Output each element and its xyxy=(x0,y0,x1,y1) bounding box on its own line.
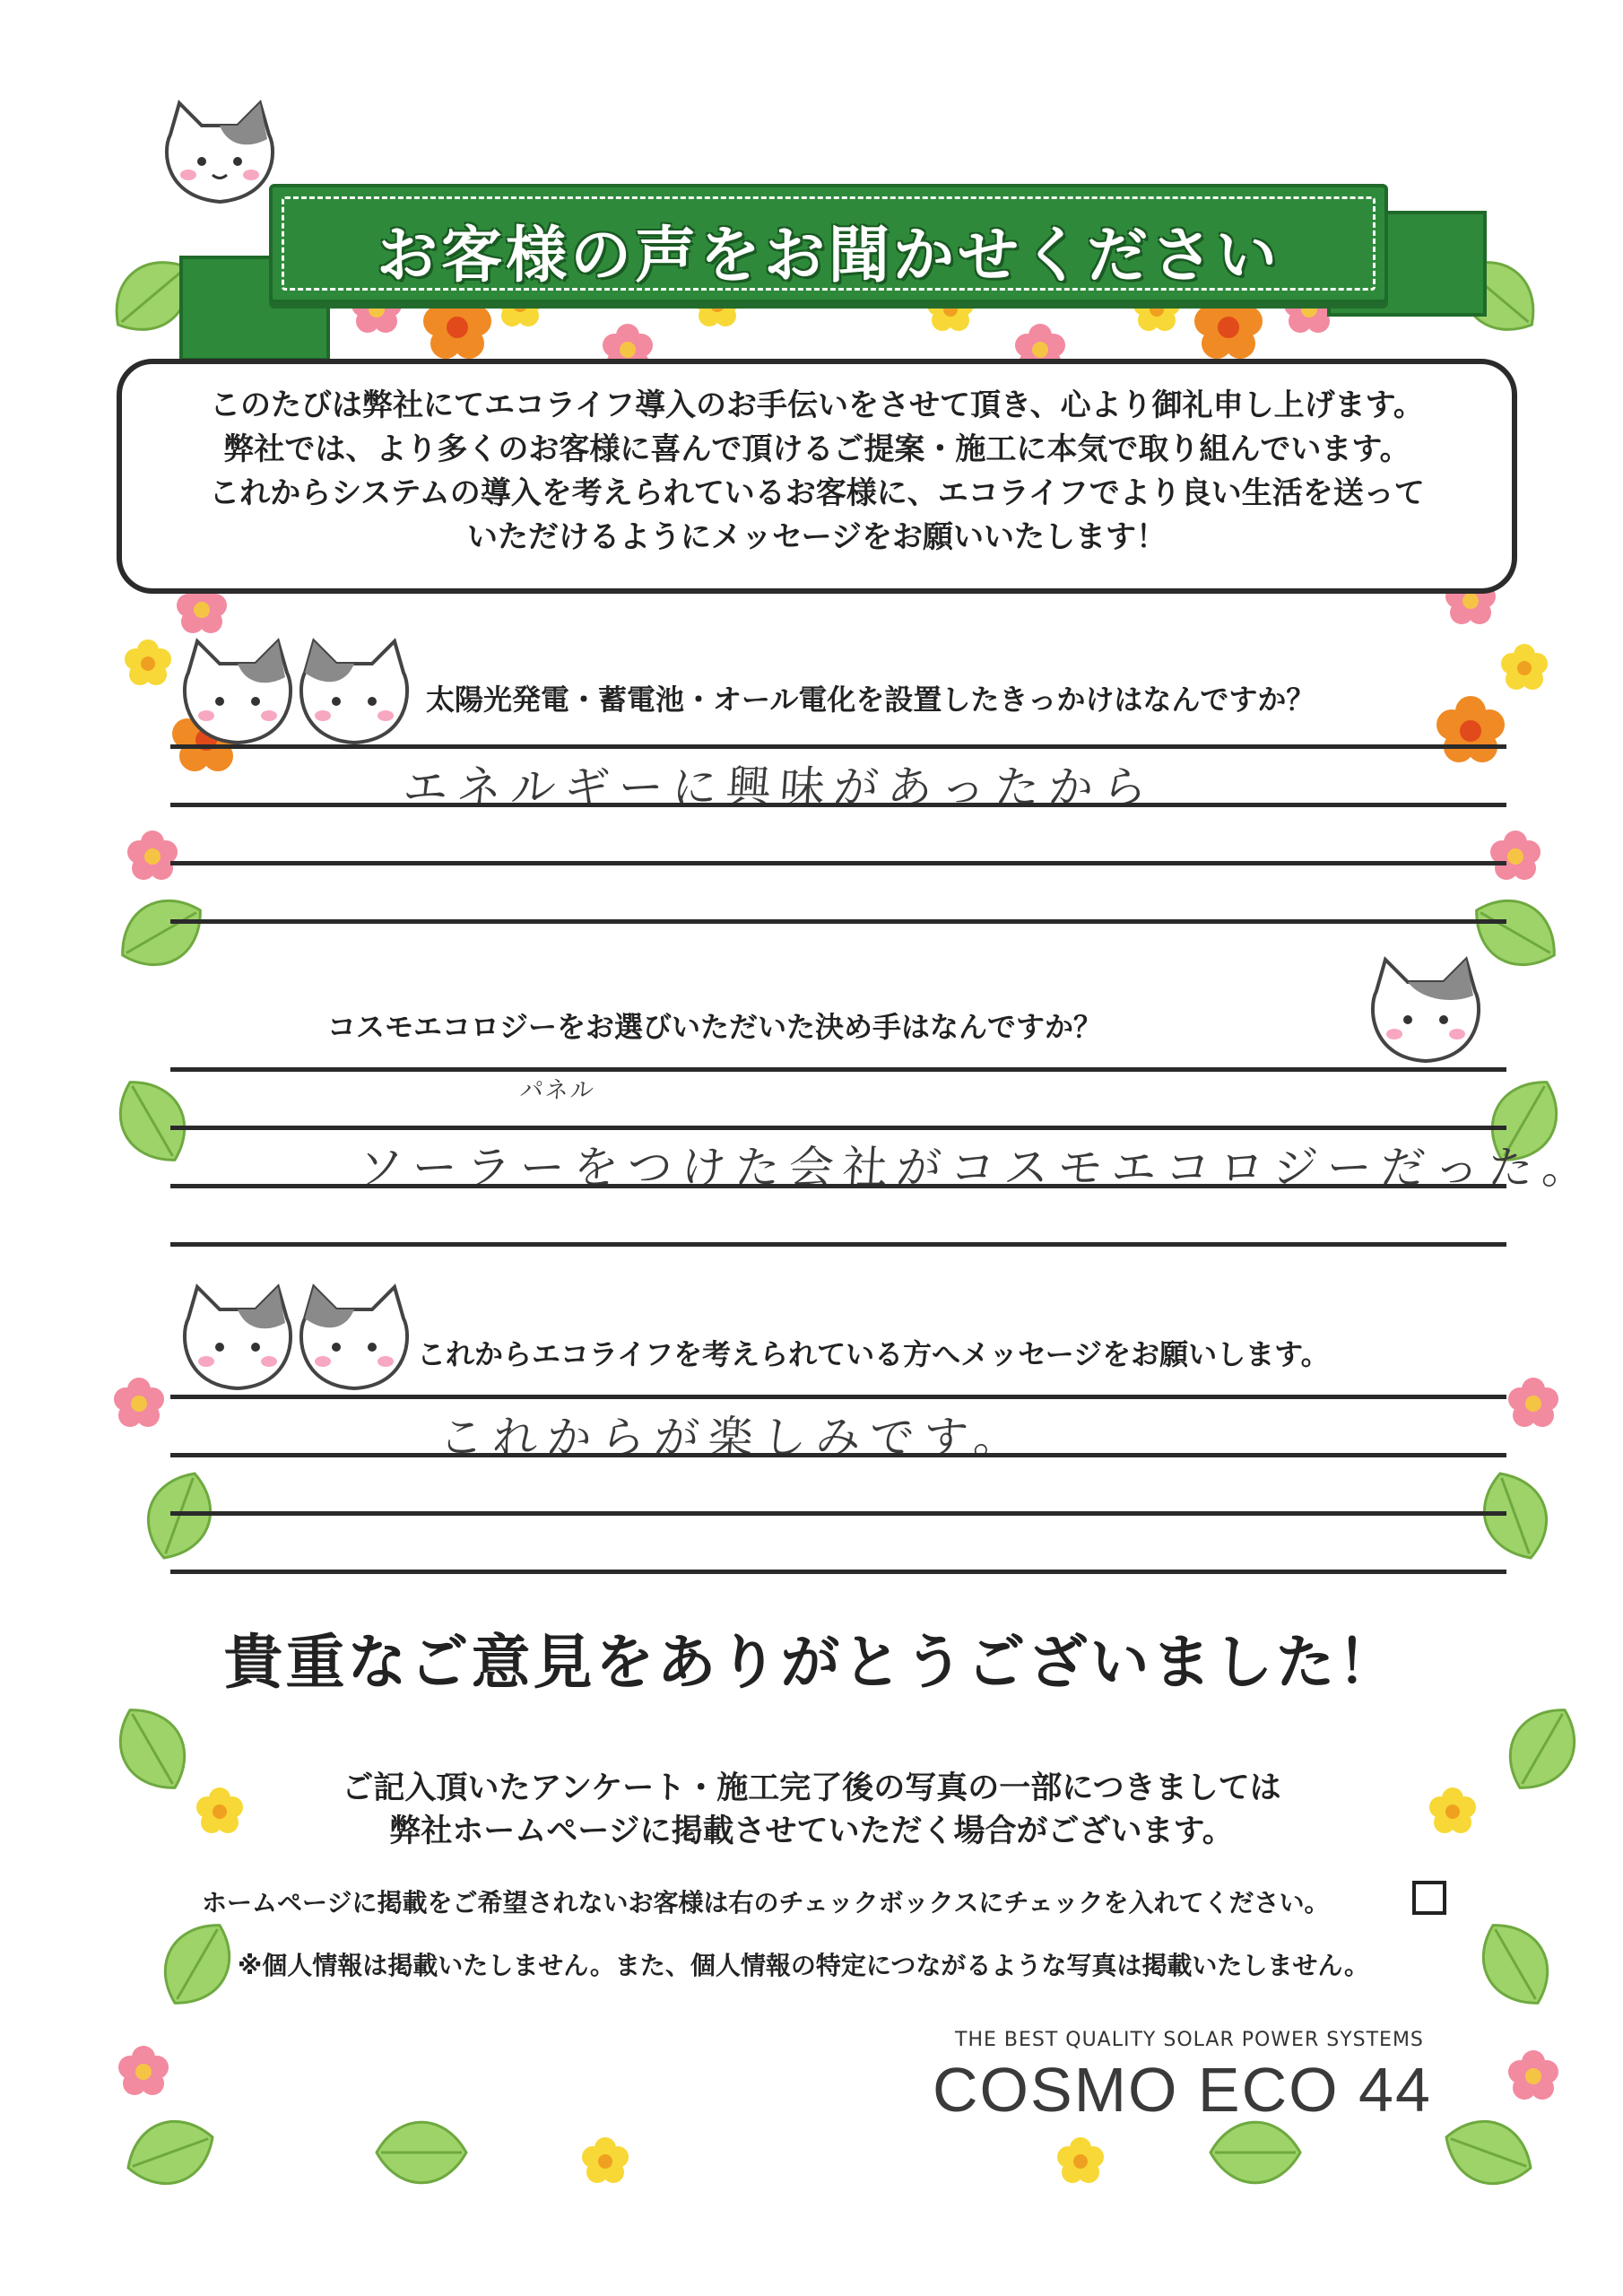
thanks-message: 貴重なご意見をありがとうございました！ xyxy=(223,1628,1400,1697)
answer-line xyxy=(170,803,1506,807)
answer-line xyxy=(170,919,1506,924)
answer-line xyxy=(170,1570,1506,1574)
answer-line xyxy=(170,1242,1506,1247)
answer-line xyxy=(170,744,1506,749)
no-publish-checkbox[interactable] xyxy=(1412,1881,1446,1915)
cat-illustration xyxy=(152,99,287,224)
checkbox-instruction: ホームページに掲載をご希望されないお客様は右のチェックボックスにチェックを入れてください。 xyxy=(202,1888,1330,1918)
intro-box xyxy=(117,359,1517,594)
intro-line: 弊社では、より多くのお客様に喜んで頂けるご提案・施工に本気で取り組んでいます。 xyxy=(223,431,1410,467)
answer-line xyxy=(170,1067,1506,1072)
answer-line xyxy=(170,1184,1506,1188)
cat-illustration xyxy=(1363,955,1497,1081)
answer-line xyxy=(170,1395,1506,1399)
notice-line: ご記入頂いたアンケート・施工完了後の写真の一部につきましては xyxy=(342,1770,1281,1806)
question-2-label: コスモエコロジーをお選びいただいた決め手はなんですか？ xyxy=(327,1010,1103,1044)
intro-line: このたびは弊社にてエコライフ導入のお手伝いをさせて頂き、心より御礼申し上げます。 xyxy=(210,387,1424,423)
company-logo: COSMO ECO 44 xyxy=(933,2055,1432,2125)
answer-line xyxy=(170,1126,1506,1130)
question-1-label: 太陽光発電・蓄電池・オール電化を設置したきっかけはなんですか？ xyxy=(426,683,1315,717)
intro-line: いただけるようにメッセージをお願いいたします！ xyxy=(467,519,1167,555)
answer-line xyxy=(170,1511,1506,1516)
cats-pair-illustration xyxy=(175,637,417,762)
page-title: お客様の声をお聞かせください xyxy=(376,221,1280,291)
cats-pair-illustration xyxy=(175,1283,417,1408)
question-1-answer[interactable]: エネルギーに興味があったから xyxy=(401,761,1159,813)
title-banner xyxy=(269,184,1388,303)
question-3-label: これからエコライフを考えられている方へメッセージをお願いします。 xyxy=(417,1337,1330,1371)
answer-line xyxy=(170,861,1506,865)
intro-line: これからシステムの導入を考えられているお客様に、エコライフでより良い生活を送って xyxy=(209,475,1425,511)
privacy-note: ※個人情報は掲載いたしません。また、個人情報の特定につながるような写真は掲載いたしません。 xyxy=(238,1951,1370,1980)
question-2-annotation: パネル xyxy=(518,1077,596,1104)
logo-tagline: THE BEST QUALITY SOLAR POWER SYSTEMS xyxy=(955,2029,1424,2051)
question-3-answer[interactable]: これからが楽しみです。 xyxy=(437,1412,1029,1464)
notice-line: 弊社ホームページに掲載させていただく場合がございます。 xyxy=(389,1813,1234,1849)
answer-line xyxy=(170,1453,1506,1457)
question-2-answer[interactable]: ソーラーをつけた会社がコスモエコロジーだった。 xyxy=(356,1142,1598,1194)
